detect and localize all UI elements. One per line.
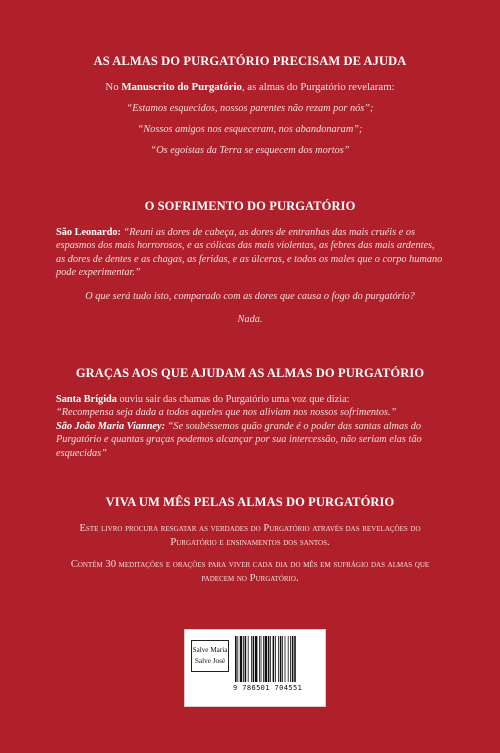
saint-name: São João Maria Vianney:	[56, 420, 165, 432]
barcode-icon	[235, 636, 319, 682]
section-heading: AS ALMAS DO PURGATÓRIO PRECISAM DE AJUDA	[93, 54, 407, 68]
leonardo-quote: São Leonardo: “Reuni as dores de cabeça, as dores de entranhas das mais cruéis e os espasmos dos mais horrorosos, e as cólicas das mais violentas, as febres das mais ardentes, as dores de dentes e as chagas, as feridas, e as úlceras, e todos os males que o corpo humano pode experimentar.”	[56, 227, 443, 279]
isbn-number: 9 786501 704551	[233, 684, 303, 692]
question-text: O que será tudo isto, comparado com as dores que causa o fogo do purgatório?	[85, 290, 415, 302]
section-suffering	[56, 199, 444, 326]
saint-name: Santa Brígida	[56, 394, 117, 405]
description-2: Contém 30 meditações e orações para viver cada dia do mês em sufrágio das almas que padecem no Purgatório.	[70, 559, 430, 584]
answer-text: Nada.	[237, 314, 263, 326]
quote-2: “Nossos amigos nos esqueceram, nos abandonaram”;	[137, 124, 363, 135]
section-heading: GRAÇAS AOS QUE AJUDAM AS ALMAS DO PURGATÓRIO	[75, 366, 425, 380]
section-graces	[56, 366, 444, 460]
quote-1: “Estamos esquecidos, nossos parentes não rezam por nós”;	[126, 103, 374, 114]
brigida-quote: “Recompensa seja dada a todos aqueles que nos aliviam nos nossos sofrimentos.”	[56, 407, 397, 419]
vianney-quote: São João Maria Vianney: “Se soubéssemos quão grande é o poder das santas almas do Purgatório e quantas graças podemos alcançar por sua intercessão, não seriam elas tão esquecidas”	[56, 420, 422, 459]
description-1: Este livro procura resgatar as verdades do Purgatório através das revelações do Purgatório e ensinamentos dos santos.	[79, 523, 421, 548]
section-heading: VIVA UM MÊS PELAS ALMAS DO PURGATÓRIO	[105, 495, 395, 509]
manuscript-title: Manuscrito do Purgatório	[121, 81, 242, 93]
publisher-logo: Salve Maria Salve José	[191, 640, 229, 672]
speaker-name: São Leonardo:	[56, 227, 121, 238]
intro-text: No Manuscrito do Purgatório, as almas do Purgatório revelaram:	[105, 81, 395, 93]
quote-3: “Os egoístas da Terra se esquecem dos mortos”	[150, 145, 350, 156]
barcode-panel	[184, 629, 326, 707]
section-souls-need-help	[56, 54, 444, 156]
brigida-intro: Santa Brígida ouviu sair das chamas do Purgatório uma voz que dizia:	[56, 394, 350, 405]
section-month	[56, 495, 444, 586]
section-heading: O SOFRIMENTO DO PURGATÓRIO	[144, 199, 356, 213]
